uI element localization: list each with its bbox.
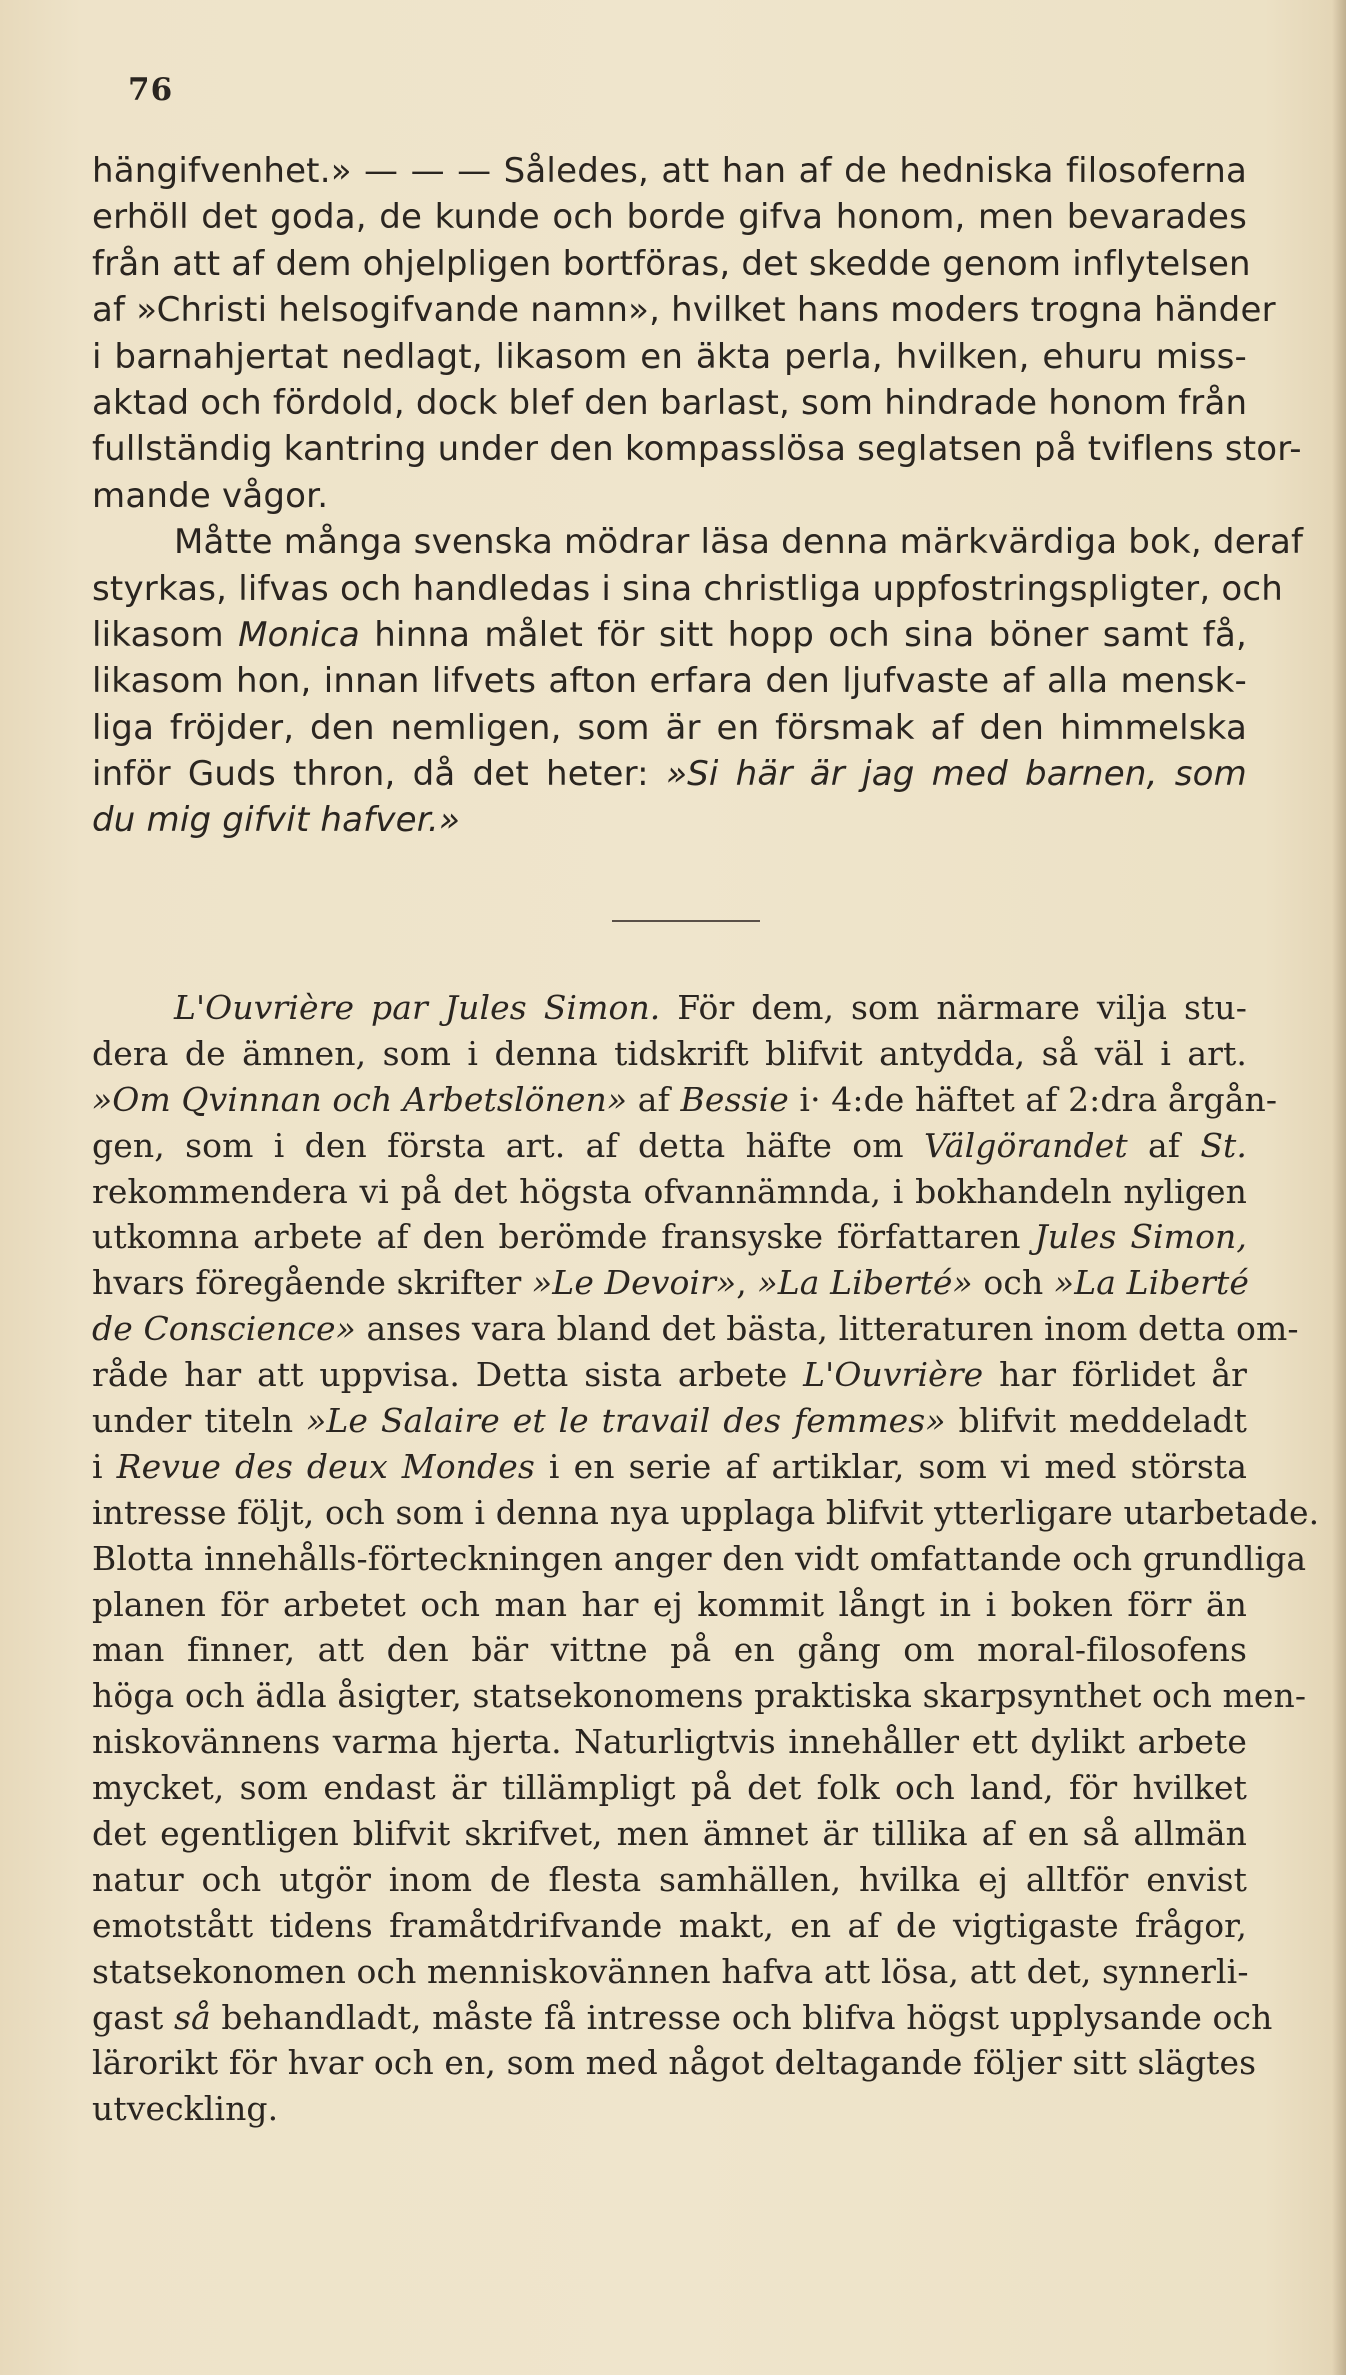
italic-title: L'Ouvrière [803, 1355, 984, 1395]
text-span: af [627, 1079, 681, 1119]
text-span: utkomna arbete af den berömde fransyske författaren [92, 1217, 1035, 1257]
text-line: man finner, att den bär vittne på en gång om moral-filosofens [92, 1630, 1247, 1670]
text-line [92, 1260, 1247, 1306]
text-span: af [1127, 1125, 1201, 1165]
text-span: likasom [92, 614, 239, 655]
text-line: af »Christi helsogifvande namn», hvilket hans moders trogna händer [92, 290, 1276, 331]
text-span: har förlidet år [983, 1355, 1247, 1395]
italic-title: »Le Salaire et le travail des femmes» [306, 1401, 946, 1441]
italic-name-monica: Monica [238, 614, 360, 655]
text-line: utveckling. [92, 2089, 279, 2129]
text-line [92, 612, 1247, 658]
section-2-text [92, 985, 1320, 2132]
text-line: lärorikt för hvar och en, som med något deltagande följer sitt slägtes [92, 2043, 1257, 2083]
text-line: Måtte många svenska mödrar läsa denna märkvärdiga bok, deraf [174, 522, 1304, 563]
text-span: gast [92, 1997, 174, 2037]
text-line: statsekonomen och menniskovännen hafva att lösa, att det, synnerli- [92, 1951, 1249, 1991]
text-span: För dem, som närmare vilja stu- [660, 988, 1247, 1027]
text-line: höga och ädla åsigter, statsekonomens praktiska skarpsynthet och men- [92, 1676, 1307, 1716]
text-span: under titeln [92, 1401, 307, 1441]
text-span: i· 4:de häftet af 2:dra årgån- [788, 1079, 1278, 1119]
italic-title: »La Liberté [1053, 1263, 1249, 1303]
text-line [92, 1123, 1247, 1169]
text-line: Blotta innehålls-förteckningen anger den vidt omfattande och grundliga [92, 1538, 1307, 1578]
text-line: mande vågor. [92, 475, 329, 516]
text-line-italic-quote-end: du mig gifvit hafver.» [92, 800, 461, 841]
text-line: intresse följt, och som i denna nya upplaga blifvit ytterligare utarbetade. [92, 1492, 1320, 1532]
text-span: anses vara bland det bästa, litteraturen inom detta om- [355, 1309, 1299, 1349]
text-span: , [736, 1263, 758, 1303]
italic-title: Välgörandet [923, 1125, 1128, 1165]
text-span: gen, som i den första art. af detta häfte om [92, 1125, 924, 1165]
text-line: natur och utgör inom de flesta samhällen, hvilka ej alltför envist [92, 1859, 1247, 1899]
text-line: aktad och fördold, dock blef den barlast, som hindrade honom från [92, 382, 1248, 423]
section-divider-rule [612, 920, 760, 922]
italic-name: Bessie [680, 1079, 789, 1119]
text-span: blifvit meddeladt [945, 1401, 1247, 1441]
italic-title: Revue des deux Mondes [116, 1446, 535, 1486]
text-span: inför Guds thron, då det heter: [92, 754, 666, 795]
text-line [92, 1214, 1247, 1260]
text-line: från att af dem ohjelpligen bortföras, det skedde genom inflytelsen [92, 243, 1251, 284]
text-span: råde har att uppvisa. Detta sista arbete [92, 1355, 804, 1395]
italic-name: Jules Simon, [1034, 1217, 1247, 1257]
book-title-heading: L'Ouvrière par Jules Simon. [174, 988, 661, 1027]
text-span: hinna målet för sitt hopp och sina böner samt få, [359, 614, 1247, 655]
text-span: och [972, 1263, 1054, 1303]
text-line: hängifvenhet.» — — — Således, att han af de hedniska filosoferna [92, 151, 1247, 191]
text-line: mycket, som endast är tillämpligt på det folk och land, för hvilket [92, 1768, 1247, 1808]
italic-title: de Conscience» [92, 1309, 356, 1349]
text-line [92, 985, 1247, 1031]
text-line: styrkas, lifvas och handledas i sina christliga uppfostringspligter, och [92, 568, 1283, 609]
text-line: likasom hon, innan lifvets afton erfara den ljufvaste af alla mensk- [92, 661, 1247, 702]
italic-word: så [174, 1997, 211, 2037]
italic-quote: »Si här är jag med barnen, som [665, 754, 1247, 795]
text-line: niskovännens varma hjerta. Naturligtvis innehåller ett dylikt arbete [92, 1722, 1247, 1762]
text-line [92, 1306, 1299, 1352]
italic-title: »Le Devoir» [532, 1263, 737, 1303]
italic-title: »La Liberté» [757, 1263, 973, 1303]
text-line [92, 1398, 1247, 1444]
text-line [92, 1077, 1278, 1123]
text-line: fullständig kantring under den kompasslösa seglatsen på tviflens stor- [92, 429, 1302, 470]
text-line: planen för arbetet och man har ej kommit långt in i boken förr än [92, 1584, 1247, 1624]
text-line: dera de ämnen, som i denna tidskrift blifvit antydda, så väl i art. [92, 1033, 1247, 1073]
text-line: emotstått tidens framåtdrifvande makt, en af de vigtigaste frågor, [92, 1905, 1247, 1945]
section-1-text [92, 148, 1304, 844]
italic-title: »Om Qvinnan och Arbetslönen» [92, 1079, 628, 1119]
text-line: erhöll det goda, de kunde och borde gifva honom, men bevarades [92, 197, 1247, 238]
page-edge-shadow [1332, 0, 1346, 2375]
text-span: behandladt, måste få intresse och blifva högst upplysande och [210, 1997, 1273, 2037]
text-line: rekommendera vi på det högsta ofvannämnda, i bokhandeln nyligen [92, 1171, 1247, 1211]
text-span: hvars föregående skrifter [92, 1263, 533, 1303]
text-line: det egentligen blifvit skrifvet, men ämnet är tillika af en så allmän [92, 1814, 1247, 1854]
text-line: i barnahjertat nedlagt, likasom en äkta perla, hvilken, ehuru miss- [92, 336, 1247, 377]
text-line: liga fröjder, den nemligen, som är en försmak af den himmelska [92, 707, 1247, 748]
text-line [92, 1995, 1273, 2041]
italic-name: St. [1200, 1125, 1247, 1165]
text-line [92, 1352, 1247, 1398]
text-line [92, 751, 1247, 797]
text-span: i en serie af artiklar, som vi med största [534, 1446, 1247, 1486]
text-span: i [92, 1446, 117, 1486]
page-number: 76 [128, 72, 174, 108]
text-line [92, 1444, 1247, 1490]
